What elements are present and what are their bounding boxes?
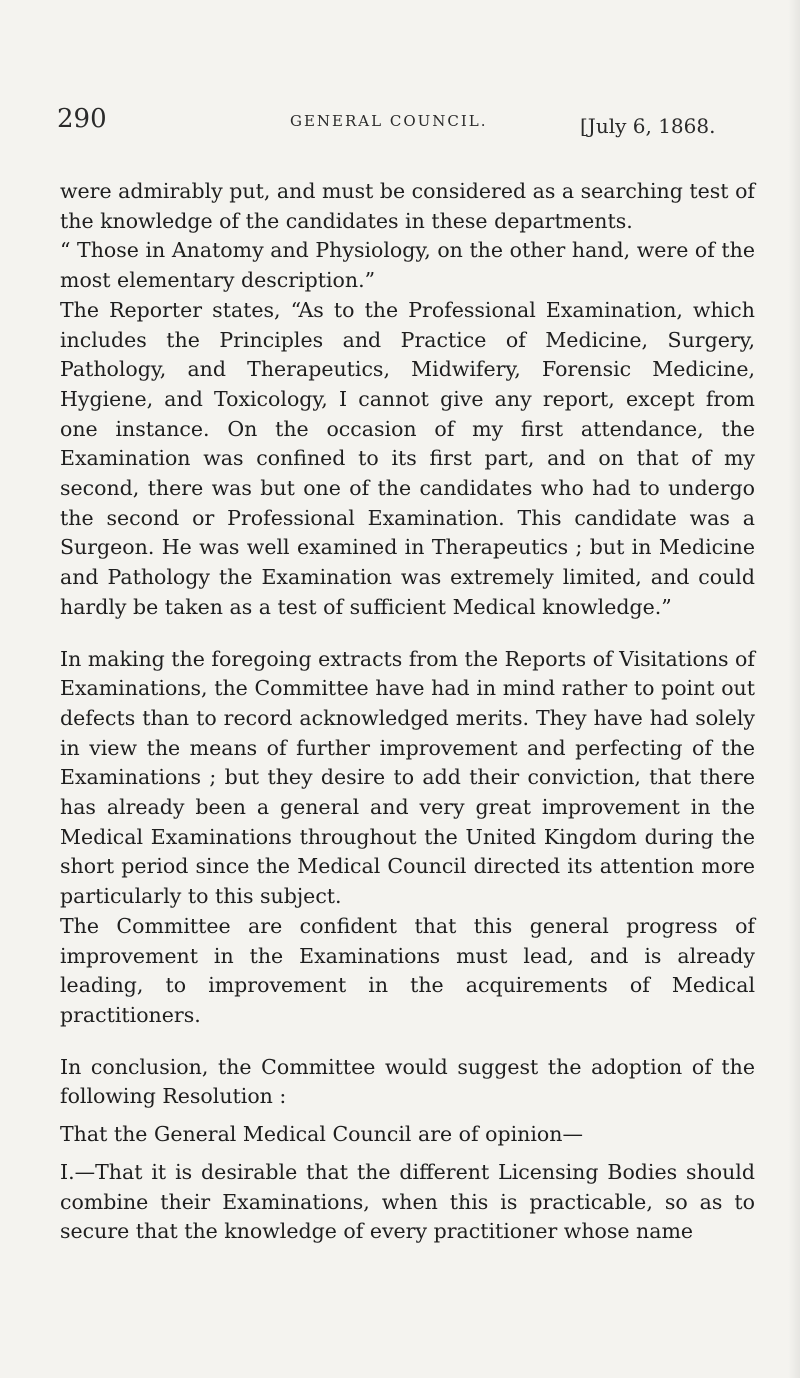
paragraph-quote-anatomy: “ Those in Anatomy and Physiology, on the other hand, were of the most elementary description.” (60, 238, 755, 293)
header-date: [July 6, 1868. (580, 114, 716, 138)
running-head: GENERAL COUNCIL. (290, 112, 488, 130)
paragraph-resolution-intro: That the General Medical Council are of opinion— (60, 1122, 583, 1147)
page-number: 290 (57, 104, 107, 134)
paragraph-committee-confident: The Committee are confident that this general progress of improvement in the Examinations must lead, and is already leading, to improvement in the acquirements of Medical practitioners. (60, 913, 755, 1027)
body-text (60, 177, 755, 1247)
paragraph-conclusion: In conclusion, the Committee would suggest the adoption of the following Resolution : (60, 1054, 755, 1109)
paragraph-resolution-one: I.—That it is desirable that the different Licensing Bodies should combine their Examinations, when this is practicable, so as to secure that the knowledge of every practitioner whose name (60, 1159, 755, 1244)
paragraph-continuation: were admirably put, and must be considered as a searching test of the knowledge of the candidates in these departments. (60, 179, 755, 233)
paragraph-reporter-states: The Reporter states, “As to the Professional Examination, which includes the Principles and Practice of Medicine, Surgery, Pathology, and Therapeutics, Midwifery, Forensic Medicine, Hygiene, and Toxicology, I cannot give any report, except from one instance. On the occasion of my first attendance, the Examination was confined to its first part, and on that of my second, there was but one of the candidates who had to undergo the second or Professional Examination. This candidate was a Surgeon. He was well examined in Therapeutics ; but in Medicine and Pathology the Examination was extremely limited, and could hardly be taken as a test of sufficient Medical knowledge.” (60, 297, 755, 619)
page-header (0, 104, 800, 154)
page-edge-shadow (788, 0, 800, 1378)
paragraph-foregoing-extracts: In making the foregoing extracts from the Reports of Visitations of Examinations, the Committee have had in mind rather to point out defects than to record acknowledged merits. They have had solely in view the means of further improvement and perfecting of the Examinations ; but they desire to add their conviction, that there has already been a general and very great improvement in the Medical Examinations throughout the United Kingdom during the short period since the Medical Council directed its attention more particularly to this subject. (60, 646, 755, 909)
